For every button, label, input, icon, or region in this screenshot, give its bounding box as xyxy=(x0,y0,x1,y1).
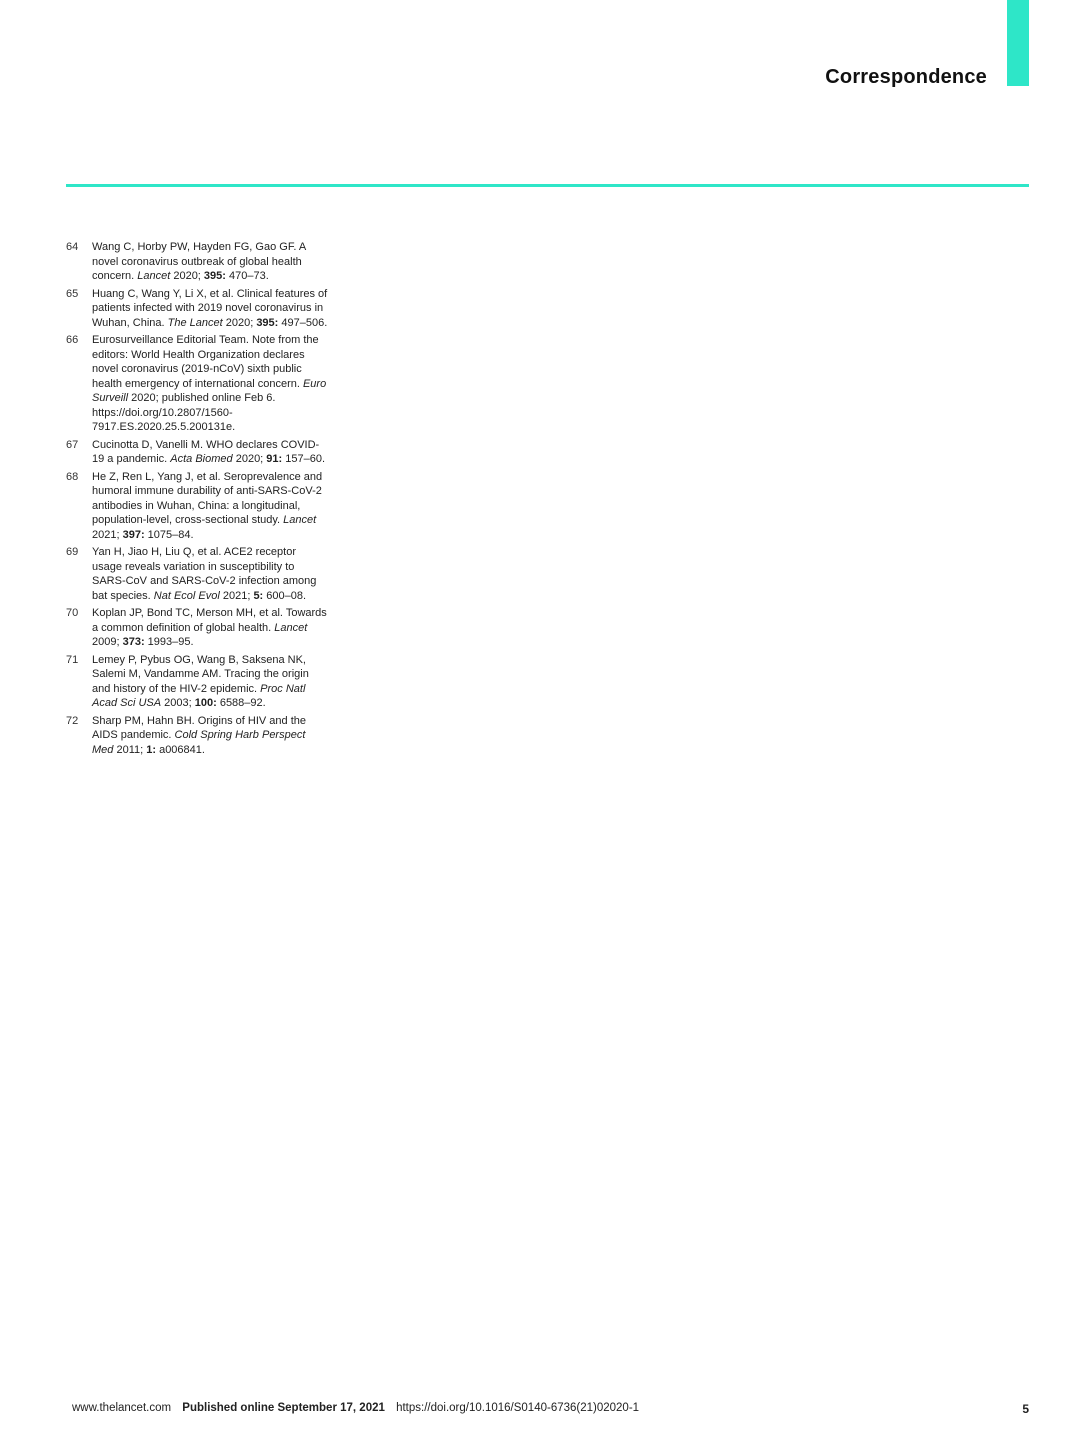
footer-doi[interactable]: https://doi.org/10.1016/S0140-6736(21)02020-1 xyxy=(396,1402,640,1414)
reference-number: 68 xyxy=(66,470,79,483)
reference-number: 70 xyxy=(66,607,79,619)
reference-number: 65 xyxy=(66,287,79,300)
reference-segment: Yan H, Jiao H, Liu Q, et al. ACE2 receptor usage reveals variation in susceptibility to SARS-CoV and SARS-CoV-2 infection among bat species. xyxy=(92,546,317,602)
reference-segment: Cucinotta D, Vanelli M. WHO declares COVID-19 a pandemic. xyxy=(92,438,320,465)
volume-number: 1: xyxy=(146,743,157,756)
reference-item xyxy=(66,438,328,467)
reference-segment: a006841. xyxy=(156,743,205,756)
reference-item xyxy=(66,653,328,711)
reference-segment: 2020; xyxy=(222,316,257,329)
reference-number: 69 xyxy=(66,546,79,558)
footer-site[interactable]: www.thelancet.com xyxy=(72,1402,172,1414)
reference-item xyxy=(66,240,328,284)
journal-name: Lancet xyxy=(283,514,317,526)
reference-segment: 2021; xyxy=(92,528,123,541)
reference-item xyxy=(66,333,328,435)
reference-segment: 157–60. xyxy=(282,453,326,465)
reference-segment: 2003; xyxy=(161,697,195,709)
volume-number: 395: xyxy=(256,316,279,329)
reference-text xyxy=(92,545,328,603)
reference-text xyxy=(92,653,328,711)
journal-name: Lancet xyxy=(137,270,171,282)
reference-segment: Koplan JP, Bond TC, Merson MH, et al. Towards a common definition of global health. xyxy=(92,607,327,634)
journal-name: The Lancet xyxy=(167,316,223,329)
reference-item xyxy=(66,470,328,543)
reference-text xyxy=(92,714,328,758)
reference-segment: Huang C, Wang Y, Li X, et al. Clinical features of patients infected with 2019 novel coronavirus in Wuhan, China. xyxy=(92,287,328,329)
accent-bar xyxy=(1007,0,1029,86)
reference-list xyxy=(66,240,328,760)
reference-segment: 497–506. xyxy=(278,316,328,329)
reference-number: 71 xyxy=(66,653,79,666)
journal-name: Acta Biomed xyxy=(170,453,233,465)
journal-name: Proc Natl Acad Sci USA xyxy=(92,682,306,709)
reference-text xyxy=(92,438,328,467)
reference-segment: 2021; xyxy=(219,589,254,602)
volume-number: 100: xyxy=(194,697,217,709)
reference-segment: 1993–95. xyxy=(144,636,194,648)
footer xyxy=(72,1402,647,1414)
reference-segment: 2020; xyxy=(170,270,204,282)
page-number: 5 xyxy=(1022,1402,1029,1416)
reference-number: 64 xyxy=(66,241,79,253)
reference-segment: 2009; xyxy=(92,636,123,648)
reference-segment: 2020; xyxy=(232,453,267,465)
volume-number: 395: xyxy=(203,270,226,282)
reference-text xyxy=(92,287,328,331)
reference-segment: 600–08. xyxy=(263,589,307,602)
header-rule xyxy=(66,184,1029,187)
reference-segment: He Z, Ren L, Yang J, et al. Seroprevalence and humoral immune durability of anti-SARS-CoV-2 antibodies in Wuhan, China: a longitudinal, population-level, cross-sectional study. xyxy=(92,470,323,526)
reference-number: 66 xyxy=(66,334,79,346)
reference-segment: 470–73. xyxy=(225,270,269,282)
reference-item xyxy=(66,714,328,758)
reference-number: 72 xyxy=(66,714,79,727)
reference-item xyxy=(66,606,328,650)
reference-item xyxy=(66,545,328,603)
reference-segment: Wang C, Horby PW, Hayden FG, Gao GF. A novel coronavirus outbreak of global health concern. xyxy=(92,241,306,282)
reference-text xyxy=(92,470,328,543)
reference-segment: 6588–92. xyxy=(216,697,266,709)
volume-number: 91: xyxy=(266,453,283,465)
reference-number: 67 xyxy=(66,438,79,451)
reference-item xyxy=(66,287,328,331)
journal-name: Lancet xyxy=(274,621,308,634)
volume-number: 5: xyxy=(253,589,264,602)
reference-text xyxy=(92,606,328,650)
volume-number: 397: xyxy=(122,528,145,541)
reference-segment: Eurosurveillance Editorial Team. Note from the editors: World Health Organization declares novel coronavirus (2019-nCoV) sixth public health emergency of international concern. xyxy=(92,334,319,390)
footer-published: Published online September 17, 2021 xyxy=(182,1402,385,1414)
reference-segment: 2020; published online Feb 6. https://doi.org/10.2807/1560-7917.ES.2020.25.5.200131e. xyxy=(92,392,276,433)
journal-name: Euro Surveill xyxy=(92,377,327,404)
section-title: Correspondence xyxy=(825,66,987,88)
reference-segment: Sharp PM, Hahn BH. Origins of HIV and the AIDS pandemic. xyxy=(92,714,306,741)
reference-segment: 1075–84. xyxy=(144,528,194,541)
reference-text xyxy=(92,240,328,284)
journal-name: Nat Ecol Evol xyxy=(153,589,220,602)
reference-segment: Lemey P, Pybus OG, Wang B, Saksena NK, Salemi M, Vandamme AM. Tracing the origin and history of the HIV-2 epidemic. xyxy=(92,653,309,695)
reference-text xyxy=(92,333,328,435)
volume-number: 373: xyxy=(122,636,145,648)
journal-name: Cold Spring Harb Perspect Med xyxy=(92,729,306,756)
reference-segment: 2011; xyxy=(113,743,147,756)
